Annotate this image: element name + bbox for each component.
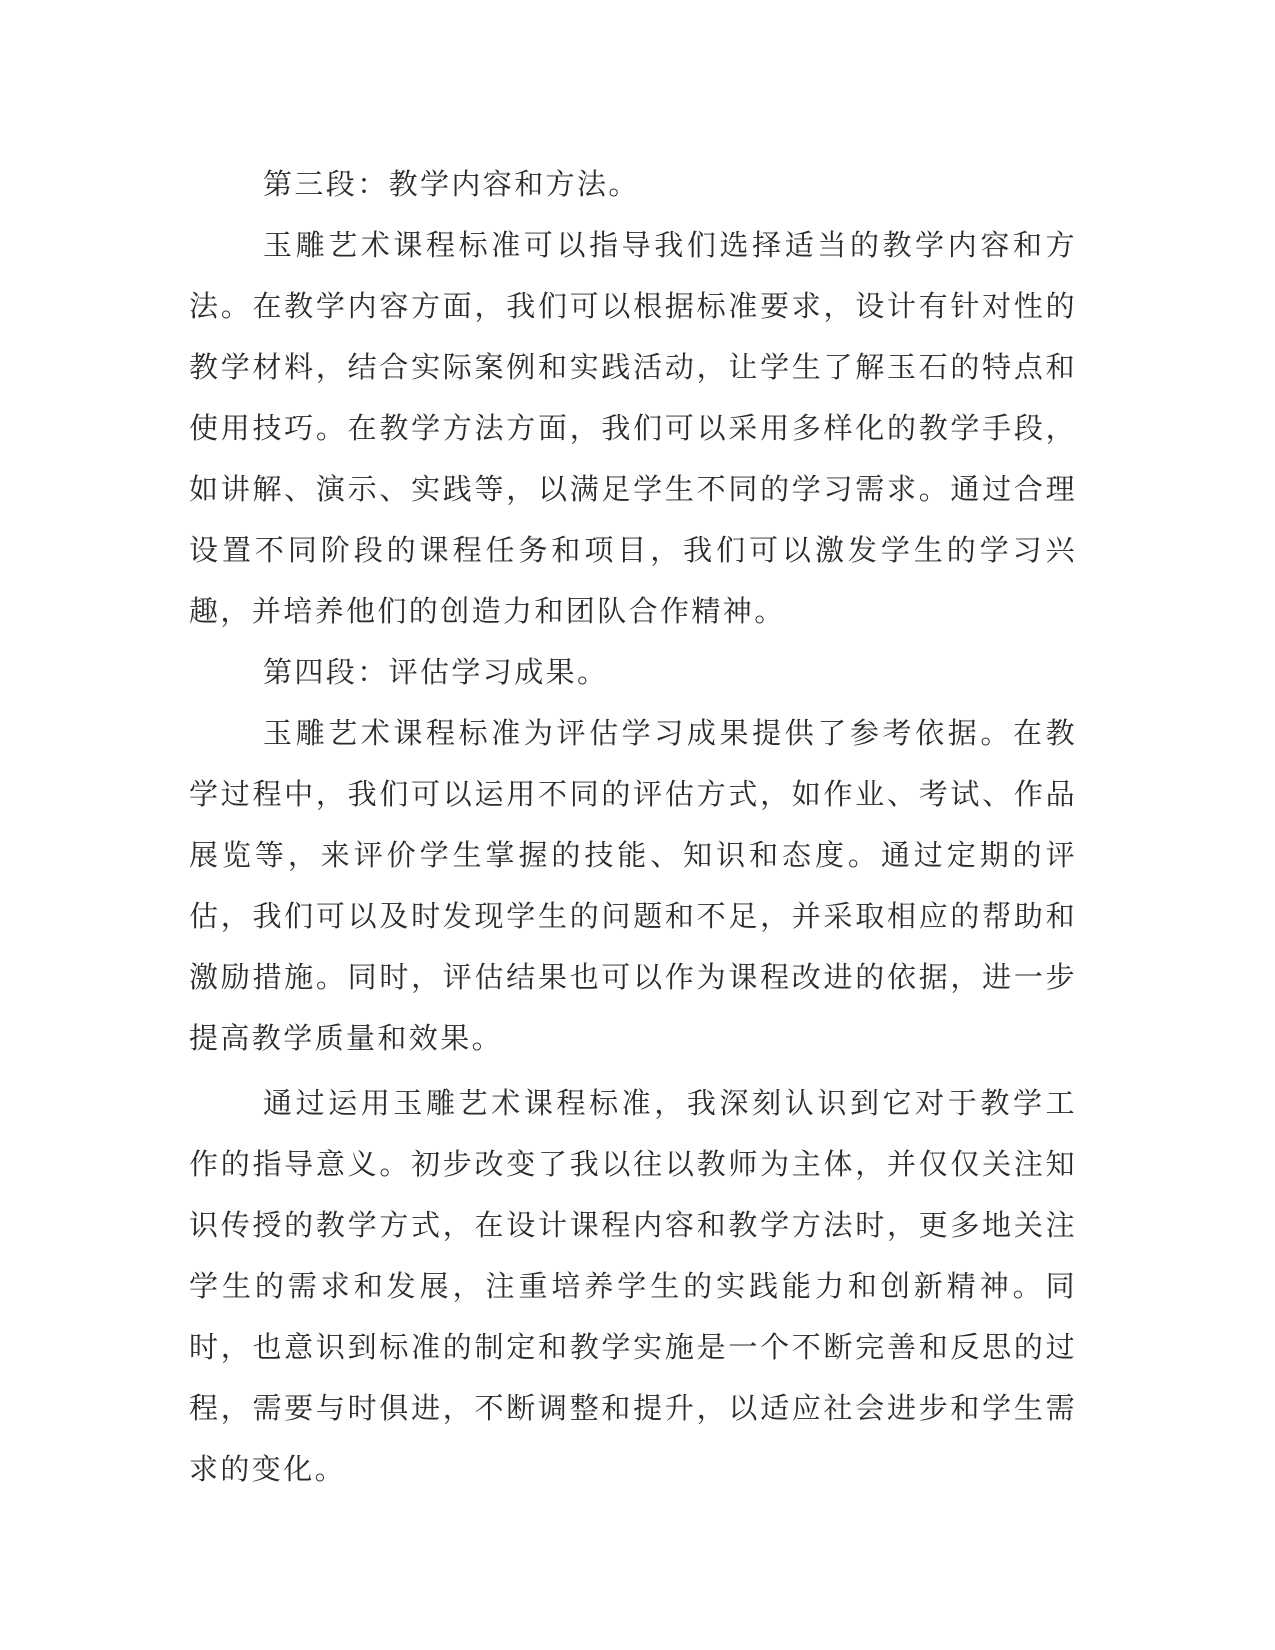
document-body xyxy=(189,154,1077,1500)
section-heading-4: 第四段：评估学习成果。 xyxy=(263,655,609,689)
paragraph-assessment: 玉雕艺术课程标准为评估学习成果提供了参考依据。在教学过程中，我们可以运用不同的评估方式，如作业、考试、作品展览等，来评价学生掌握的技能、知识和态度。通过定期的评估，我们可以及时发现学生的问题和不足，并采取相应的帮助和激励措施。同时，评估结果也可以作为课程改进的依据，进一步提高教学质量和效果。 xyxy=(189,716,1077,1055)
section-heading-3: 第三段：教学内容和方法。 xyxy=(263,167,640,201)
paragraph-conclusion: 通过运用玉雕艺术课程标准，我深刻认识到它对于教学工作的指导意义。初步改变了我以往以教师为主体，并仅仅关注知识传授的教学方式，在设计课程内容和教学方法时，更多地关注学生的需求和发展，注重培养学生的实践能力和创新精神。同时，也意识到标准的制定和教学实施是一个不断完善和反思的过程，需要与时俱进，不断调整和提升，以适应社会进步和学生需求的变化。 xyxy=(189,1086,1077,1486)
paragraph-teaching-content: 玉雕艺术课程标准可以指导我们选择适当的教学内容和方法。在教学内容方面，我们可以根据标准要求，设计有针对性的教学材料，结合实际案例和实践活动，让学生了解玉石的特点和使用技巧。在教学方法方面，我们可以采用多样化的教学手段，如讲解、演示、实践等，以满足学生不同的学习需求。通过合理设置不同阶段的课程任务和项目，我们可以激发学生的学习兴趣，并培养他们的创造力和团队合作精神。 xyxy=(189,228,1077,628)
